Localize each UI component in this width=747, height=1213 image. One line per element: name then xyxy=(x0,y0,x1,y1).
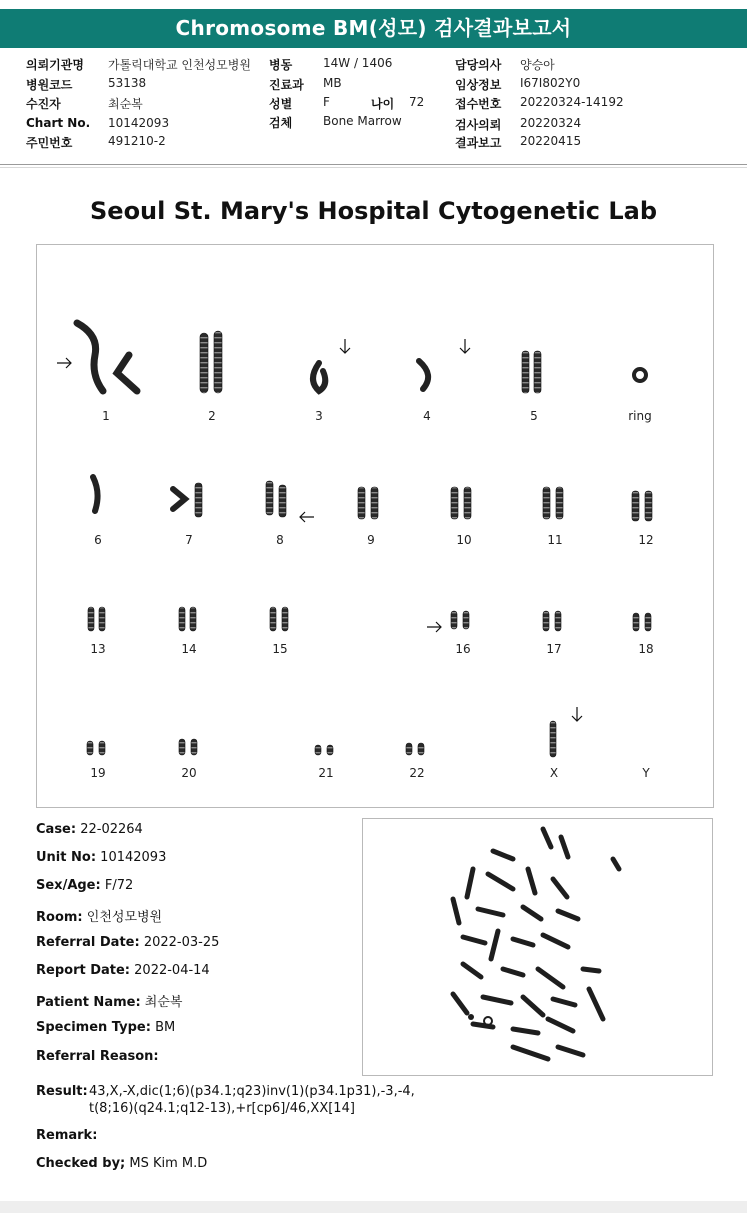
karyogram-image xyxy=(37,245,713,807)
result-karyotype-line1: 43,X,-X,dic(1;6)(p34.1;q23)inv(1)(p34.1p31),-3,-4, xyxy=(89,1084,415,1099)
report-label: 결과보고 xyxy=(455,136,502,150)
clinical-value: I67I802Y0 xyxy=(520,76,581,90)
lab-title: Seoul St. Mary's Hospital Cytogenetic Lab xyxy=(90,197,657,225)
chromosome-label: 8 xyxy=(276,533,284,547)
ring-chromosome xyxy=(634,369,646,381)
dept-value: MB xyxy=(323,76,342,90)
specimen-label: 검체 xyxy=(269,116,293,130)
chromosome-label: 14 xyxy=(181,642,197,656)
chromosome-label: 12 xyxy=(638,533,654,547)
chromosome-21a xyxy=(315,745,321,755)
patient-name-value: 최순복 xyxy=(144,995,183,1010)
age-label: 나이 xyxy=(371,97,395,111)
report-value: 20220415 xyxy=(520,134,582,148)
chromosome-10b xyxy=(464,487,471,519)
chromosome-13b xyxy=(99,607,105,631)
chromosome-x xyxy=(550,721,556,757)
footer-bar xyxy=(0,1201,747,1213)
room-row: Room: 인천성모병원 xyxy=(36,910,163,925)
chromosome-17b xyxy=(555,611,561,631)
chromosome-label: 7 xyxy=(185,533,193,547)
chromosome-21b xyxy=(327,745,333,755)
chromosome-22b xyxy=(418,743,424,755)
chromosome-14b xyxy=(190,607,196,631)
chromosome-8a xyxy=(266,481,273,515)
chromosome-label: 3 xyxy=(315,409,323,423)
dept-label: 진료과 xyxy=(269,78,304,92)
referral-date-row: Referral Date: 2022-03-25 xyxy=(36,935,220,950)
result-karyotype-line2: t(8;16)(q24.1;q12-13),+r[cp6]/46,XX[14] xyxy=(89,1101,355,1116)
code-label: 병원코드 xyxy=(26,78,73,92)
request-value: 20220324 xyxy=(520,116,582,130)
chromosome-label: Y xyxy=(642,766,650,780)
chromosome-label: 13 xyxy=(90,642,106,656)
chromosome-16b xyxy=(463,611,469,629)
chromosome-2a xyxy=(200,333,208,393)
chromosome-16a xyxy=(451,611,457,629)
checked-by-value: MS Kim M.D xyxy=(129,1156,208,1171)
chromosome-12b xyxy=(645,491,652,521)
chromosome-label: 4 xyxy=(423,409,431,423)
hospital-label: 의뢰기관명 xyxy=(26,58,84,72)
chromosome-13a xyxy=(88,607,94,631)
chromosome-1b xyxy=(117,355,137,391)
chromosome-7a xyxy=(173,489,185,509)
chromosome-label: 1 xyxy=(102,409,110,423)
referral-reason-row: Referral Reason: xyxy=(36,1049,159,1064)
chart-value: 10142093 xyxy=(108,116,170,130)
chromosome-7b xyxy=(195,483,202,517)
arrow-icon xyxy=(460,339,470,353)
chromosome-6 xyxy=(93,477,98,511)
chromosome-label: 15 xyxy=(272,642,288,656)
checked-by-row xyxy=(36,1156,207,1171)
chromosome-20a xyxy=(179,739,185,755)
chromosome-9a xyxy=(358,487,365,519)
clinical-label: 임상정보 xyxy=(455,78,502,92)
doctor-value: 양승아 xyxy=(520,58,555,72)
chromosome-label: 10 xyxy=(456,533,472,547)
divider xyxy=(0,164,747,165)
chromosome-label: 16 xyxy=(455,642,471,656)
checked-by-label: Checked by; xyxy=(36,1156,126,1171)
metaphase-image xyxy=(363,819,712,1075)
chromosome-3 xyxy=(313,363,325,391)
chromosome-label: 2 xyxy=(208,409,216,423)
chromosome-11b xyxy=(556,487,563,519)
arrow-icon xyxy=(57,358,71,368)
room-value: 인천성모병원 xyxy=(86,910,163,925)
result-label: Result: xyxy=(36,1084,88,1099)
metaphase-image-panel xyxy=(362,818,713,1076)
chromosome-11a xyxy=(543,487,550,519)
referral-date-value: 2022-03-25 xyxy=(143,935,220,950)
chromosome-14a xyxy=(179,607,185,631)
chromosome-label: X xyxy=(549,766,559,780)
karyogram-panel xyxy=(36,244,714,808)
chromosome-18b xyxy=(645,613,651,631)
chromosome-20b xyxy=(191,739,197,755)
chromosome-18a xyxy=(633,613,639,631)
request-label: 검사의뢰 xyxy=(455,118,502,132)
chromosome-5b xyxy=(534,351,541,393)
accession-value: 20220324-14192 xyxy=(520,95,624,109)
sexage-row: Sex/Age: F/72 xyxy=(36,878,134,893)
chromosome-label: 11 xyxy=(547,533,563,547)
sex-value: F xyxy=(323,95,330,109)
specimen-value: Bone Marrow xyxy=(323,114,402,128)
case-row: Case: 22-02264 xyxy=(36,822,143,837)
chart-label: Chart No. xyxy=(26,116,91,130)
hospital-value: 가톨릭대학교 인천성모병원 xyxy=(108,58,251,72)
chromosome-17a xyxy=(543,611,549,631)
chromosome-22a xyxy=(406,743,412,755)
chromosome-19b xyxy=(99,741,105,755)
chromosome-label: 20 xyxy=(181,766,197,780)
ward-label: 병동 xyxy=(269,58,293,72)
chromosome-12a xyxy=(632,491,639,521)
chromosome-1a xyxy=(77,323,103,391)
patient-value: 최순복 xyxy=(108,97,143,111)
chromosome-15a xyxy=(270,607,276,631)
chromosome-label: 21 xyxy=(318,766,334,780)
remark-label: Remark: xyxy=(36,1128,98,1143)
rrn-label: 주민번호 xyxy=(26,136,73,150)
sexage-value: F/72 xyxy=(104,878,134,893)
chromosome-10a xyxy=(451,487,458,519)
patient-info-panel xyxy=(0,52,747,162)
chromosome-label: 5 xyxy=(530,409,538,423)
chromosome-label: 9 xyxy=(367,533,375,547)
chromosome-9b xyxy=(371,487,378,519)
divider xyxy=(0,167,747,168)
unit-value: 10142093 xyxy=(100,850,167,865)
specimen-type-row: Specimen Type: BM xyxy=(36,1020,176,1035)
doctor-label: 담당의사 xyxy=(455,58,502,72)
rrn-value: 491210-2 xyxy=(108,134,166,148)
patient-label: 수진자 xyxy=(26,97,61,111)
chromosome-label: 6 xyxy=(94,533,102,547)
arrow-icon xyxy=(572,707,582,721)
chromosome-label: 19 xyxy=(90,766,106,780)
specimen-type-value: BM xyxy=(155,1020,176,1035)
report-title: Chromosome BM(성모) 검사결과보고서 xyxy=(0,9,747,48)
report-date-row: Report Date: 2022-04-14 xyxy=(36,963,210,978)
chromosome-label: 17 xyxy=(546,642,562,656)
accession-label: 접수번호 xyxy=(455,97,502,111)
arrow-icon xyxy=(300,512,314,522)
chromosome-4 xyxy=(419,361,428,389)
chromosome-label: ring xyxy=(628,409,652,423)
patient-name-row: Patient Name: 최순복 xyxy=(36,995,183,1010)
chromosome-label: 18 xyxy=(638,642,654,656)
ward-value: 14W / 1406 xyxy=(323,56,393,70)
chromosome-label: 22 xyxy=(409,766,425,780)
report-date-value: 2022-04-14 xyxy=(134,963,210,978)
age-value: 72 xyxy=(409,95,425,109)
case-value: 22-02264 xyxy=(80,822,143,837)
chromosome-19a xyxy=(87,741,93,755)
code-value: 53138 xyxy=(108,76,147,90)
unit-row: Unit No: 10142093 xyxy=(36,850,167,865)
sex-label: 성별 xyxy=(269,97,293,111)
chromosome-5a xyxy=(522,351,529,393)
chromosome-15b xyxy=(282,607,288,631)
chromosome-2b xyxy=(214,331,222,393)
arrow-icon xyxy=(340,339,350,353)
chromosome-8b xyxy=(279,485,286,517)
arrow-icon xyxy=(427,622,441,632)
